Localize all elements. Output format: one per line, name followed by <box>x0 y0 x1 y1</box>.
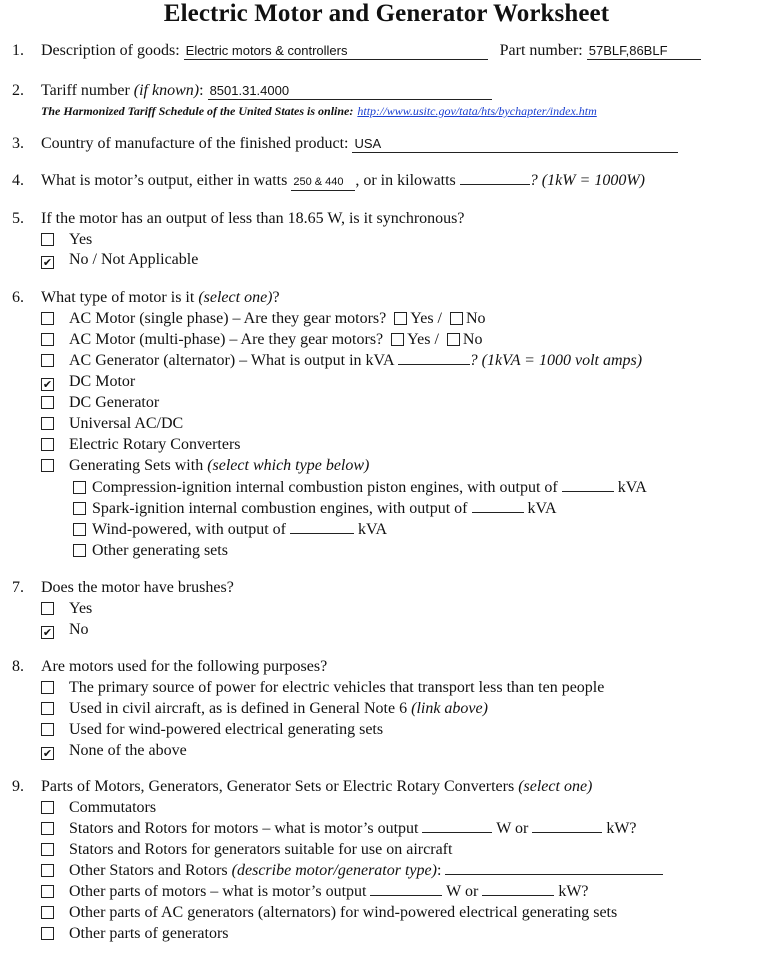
q9-option-stators-aircraft[interactable] <box>41 839 452 860</box>
q6-dc-motor[interactable] <box>41 371 135 392</box>
checkbox[interactable] <box>41 438 54 451</box>
link-above-note: (link above) <box>411 700 488 717</box>
checkbox[interactable] <box>73 481 86 494</box>
hts-link[interactable]: http://www.usitc.gov/tata/hts/bychapter/index.htm <box>357 104 597 118</box>
checkbox[interactable]: ✔ <box>42 626 53 639</box>
checkbox[interactable] <box>41 702 54 715</box>
option-label: Universal AC/DC <box>69 415 184 432</box>
option-label: Other parts of motors – what is motor’s output <box>69 883 367 900</box>
option-label: Stators and Rotors for generators suitable for use on aircraft <box>69 841 453 858</box>
option-label: Compression-ignition internal combustion piston engines, with output of <box>92 479 558 496</box>
describe-colon: : <box>436 862 442 879</box>
yes-label: Yes / <box>410 310 442 327</box>
kilowatts-label: , or in kilowatts <box>355 172 456 189</box>
question-3 <box>12 133 743 154</box>
motor-type-label: What type of motor is it <box>41 289 195 306</box>
q6-ac-generator[interactable] <box>41 350 642 371</box>
q7-option-no[interactable] <box>41 619 89 640</box>
part-number-label: Part number: <box>499 42 583 59</box>
question-number: 5. <box>12 210 24 227</box>
tariff-label: Tariff number <box>41 82 130 99</box>
question-number: 1. <box>12 42 24 59</box>
checkbox[interactable]: ✔ <box>42 256 53 269</box>
hts-note <box>41 100 597 122</box>
hts-note-text: The Harmonized Tariff Schedule of the United States is online: <box>41 104 354 118</box>
checkbox[interactable] <box>41 233 54 246</box>
option-label: None of the above <box>69 742 187 759</box>
checkbox[interactable] <box>41 312 54 325</box>
option-label: Wind-powered, with output of <box>92 521 286 538</box>
q8-option-wind[interactable] <box>41 719 383 740</box>
q5-option-no[interactable] <box>41 249 198 270</box>
kva-field[interactable] <box>398 350 470 365</box>
checkbox[interactable]: ✔ <box>42 378 53 391</box>
option-label: Generating Sets with <box>69 457 204 474</box>
w-field[interactable] <box>422 818 492 833</box>
question-6 <box>12 287 743 308</box>
output-label: What is motor’s output, either in watts <box>41 172 288 189</box>
checkbox[interactable] <box>41 354 54 367</box>
checkbox[interactable] <box>41 843 54 856</box>
checkbox[interactable] <box>41 681 54 694</box>
parts-label: Parts of Motors, Generators, Generator Sets or Electric Rotary Converters <box>41 778 515 795</box>
kw-label: kW? <box>558 883 589 900</box>
tariff-label-italic: (if known) <box>133 82 200 99</box>
checkbox[interactable] <box>41 864 54 877</box>
option-label: Yes <box>69 231 93 248</box>
description-label: Description of goods: <box>41 42 180 59</box>
motor-type-qmark: ? <box>272 289 280 306</box>
option-label: Used in civil aircraft, as is defined in General Note 6 <box>69 700 408 717</box>
tariff-number-field[interactable]: 8501.31.4000 <box>208 83 492 100</box>
q6-gensets[interactable] <box>41 455 369 476</box>
gear-yes-checkbox[interactable] <box>394 312 407 325</box>
option-label: AC Motor (multi-phase) – Are they gear motors? <box>69 331 384 348</box>
checkbox[interactable] <box>41 723 54 736</box>
question-2 <box>12 80 743 101</box>
q9-option-ac-gen-parts[interactable] <box>41 902 617 923</box>
option-label: DC Generator <box>69 394 160 411</box>
q6-ac-multi[interactable] <box>41 329 482 350</box>
option-label: DC Motor <box>69 373 136 390</box>
checkbox[interactable] <box>41 396 54 409</box>
description-field[interactable]: Electric motors & controllers <box>184 43 488 60</box>
gear-yes-checkbox[interactable] <box>391 333 404 346</box>
option-label: AC Motor (single phase) – Are they gear motors? <box>69 310 387 327</box>
question-7 <box>12 577 743 598</box>
q9-option-commutators[interactable] <box>41 797 156 818</box>
checkbox[interactable] <box>41 333 54 346</box>
question-1 <box>12 40 743 61</box>
q8-option-aircraft[interactable] <box>41 698 488 719</box>
option-label: Other parts of generators <box>69 925 229 942</box>
checkbox[interactable] <box>41 417 54 430</box>
option-label: Other generating sets <box>92 542 228 559</box>
checkbox[interactable] <box>41 801 54 814</box>
parts-italic: (select one) <box>518 778 593 795</box>
kva-note: ? (1kVA = 1000 volt amps) <box>469 352 643 369</box>
kva-unit: kVA <box>617 479 647 496</box>
q9-option-other-motor-parts[interactable] <box>41 881 589 902</box>
checkbox[interactable] <box>41 459 54 472</box>
option-label: Yes <box>69 600 93 617</box>
gensets-italic: (select which type below) <box>207 457 370 474</box>
checkbox[interactable]: ✔ <box>42 747 53 760</box>
q7-option-yes[interactable] <box>41 598 92 619</box>
describe-type-field[interactable] <box>445 860 663 875</box>
compression-kva-field[interactable] <box>562 477 614 492</box>
checkbox[interactable] <box>73 502 86 515</box>
synchronous-label: If the motor has an output of less than 18.65 W, is it synchronous? <box>41 210 465 227</box>
watts-field[interactable]: 250 & 440 <box>291 174 355 191</box>
option-label: No <box>69 621 89 638</box>
option-label: Commutators <box>69 799 157 816</box>
checkbox[interactable] <box>41 602 54 615</box>
option-label: Electric Rotary Converters <box>69 436 241 453</box>
question-number: 8. <box>12 658 24 675</box>
option-label: No / Not Applicable <box>69 251 199 268</box>
kva-unit: kVA <box>527 500 557 517</box>
q6-dc-generator[interactable] <box>41 392 159 413</box>
option-label: Spark-ignition internal combustion engines, with output of <box>92 500 468 517</box>
q6-universal[interactable] <box>41 413 183 434</box>
checkbox[interactable] <box>73 523 86 536</box>
w-or-label: W or <box>496 820 529 837</box>
question-number: 9. <box>12 778 24 795</box>
kva-unit: kVA <box>357 521 388 538</box>
option-label: The primary source of power for electric vehicles that transport less than ten people <box>69 679 605 696</box>
checkbox[interactable] <box>41 906 54 919</box>
purposes-label: Are motors used for the following purposes? <box>41 658 328 675</box>
question-number: 2. <box>12 82 24 99</box>
brushes-label: Does the motor have brushes? <box>41 579 234 596</box>
gear-no-checkbox[interactable] <box>447 333 460 346</box>
motor-type-italic: (select one) <box>198 289 273 306</box>
q6-ac-single[interactable] <box>41 308 486 329</box>
kw-conversion-note: ? (1kW = 1000W) <box>529 172 645 189</box>
q6-sub-compression[interactable] <box>73 477 647 498</box>
gear-no-checkbox[interactable] <box>450 312 463 325</box>
question-8 <box>12 656 743 677</box>
q6-sub-wind[interactable] <box>73 519 387 540</box>
q9-option-stators-motors[interactable] <box>41 818 637 839</box>
question-5 <box>12 208 743 229</box>
page-title: Electric Motor and Generator Worksheet <box>163 0 610 27</box>
kw-label: kW? <box>606 820 637 837</box>
question-number: 4. <box>12 172 24 189</box>
q9-option-other-stators[interactable] <box>41 860 663 881</box>
option-label: Stators and Rotors for motors – what is motor’s output <box>69 820 419 837</box>
kilowatts-field[interactable] <box>460 170 530 185</box>
question-9 <box>12 776 743 797</box>
yes-label: Yes / <box>407 331 439 348</box>
checkbox[interactable] <box>41 885 54 898</box>
option-label: Used for wind-powered electrical generating sets <box>69 721 384 738</box>
w-or-label: W or <box>446 883 479 900</box>
q6-rotary[interactable] <box>41 434 241 455</box>
question-number: 7. <box>12 579 24 596</box>
option-label: Other Stators and Rotors <box>69 862 228 879</box>
kw-field[interactable] <box>482 881 554 896</box>
country-field[interactable]: USA <box>352 136 678 153</box>
spark-kva-field[interactable] <box>472 498 524 513</box>
checkbox[interactable] <box>41 927 54 940</box>
option-label: AC Generator (alternator) – What is output in kVA <box>69 352 394 369</box>
part-number-field[interactable]: 57BLF,86BLF <box>587 43 701 60</box>
question-number: 6. <box>12 289 24 306</box>
question-4 <box>12 170 743 191</box>
wind-kva-field[interactable] <box>290 519 354 534</box>
question-number: 3. <box>12 135 24 152</box>
country-label: Country of manufacture of the finished product: <box>41 135 349 152</box>
no-label: No <box>466 310 486 327</box>
q9-option-gen-parts[interactable] <box>41 923 229 944</box>
q8-option-ev[interactable] <box>41 677 604 698</box>
no-label: No <box>462 331 483 348</box>
kw-field[interactable] <box>532 818 602 833</box>
q6-sub-spark[interactable] <box>73 498 557 519</box>
q8-option-none[interactable] <box>41 740 187 761</box>
checkbox[interactable] <box>41 822 54 835</box>
checkbox[interactable] <box>73 544 86 557</box>
w-field[interactable] <box>370 881 442 896</box>
option-label: Other parts of AC generators (alternators) for wind-powered electrical generating sets <box>69 904 618 921</box>
tariff-colon: : <box>199 82 204 99</box>
q5-option-yes[interactable] <box>41 229 92 250</box>
describe-type-note: (describe motor/generator type) <box>231 862 437 879</box>
q6-sub-other[interactable] <box>73 540 228 561</box>
